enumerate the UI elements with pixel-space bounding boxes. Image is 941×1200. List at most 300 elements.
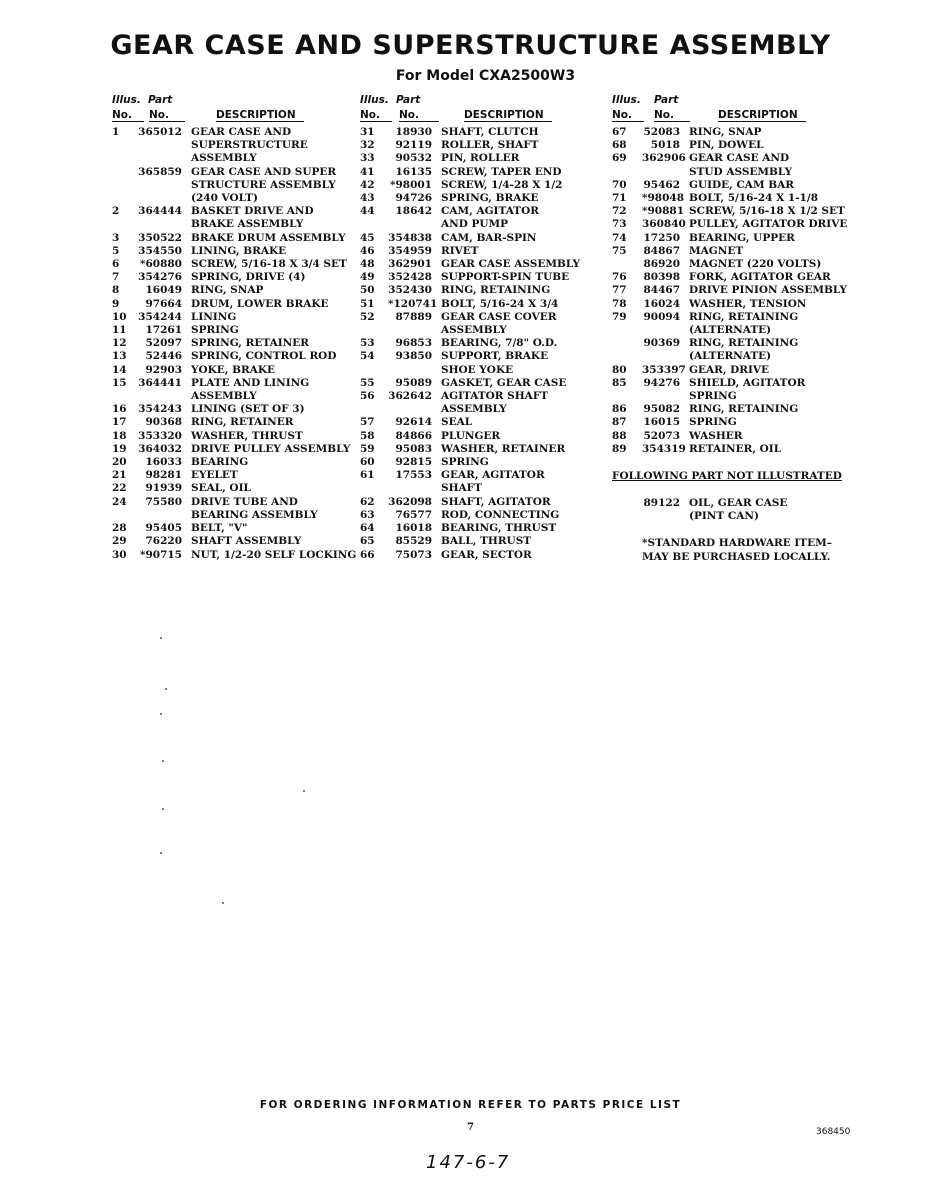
table-row — [360, 205, 600, 218]
part-description: SHAFT, AGITATOR — [441, 495, 551, 508]
scan-speck — [222, 902, 224, 904]
table-row — [360, 232, 600, 245]
illus-number — [612, 324, 642, 337]
header-part: Part — [654, 94, 679, 106]
part-description: GEAR, DRIVE — [689, 363, 770, 376]
part-description: EYELET — [191, 469, 238, 482]
illus-number: 87 — [612, 416, 627, 429]
part-number: 84867 — [643, 244, 680, 257]
part-description: DRIVE PINION ASSEMBLY — [689, 284, 848, 297]
part-number: *90881 — [642, 205, 685, 218]
illus-number: 6 — [112, 258, 120, 271]
part-description: ASSEMBLY — [191, 390, 257, 403]
part-number — [134, 192, 182, 205]
illus-number: 80 — [612, 363, 627, 376]
table-row — [112, 126, 347, 139]
header-part: Part — [396, 94, 421, 106]
illus-number: 67 — [612, 126, 627, 138]
part-description: SHOE YOKE — [441, 363, 514, 376]
illus-number — [360, 324, 388, 337]
part-description: BELT, "V" — [191, 522, 248, 535]
table-row — [612, 377, 857, 390]
table-row — [612, 403, 857, 416]
column-header — [612, 92, 857, 126]
table-row — [112, 258, 347, 271]
table-row — [612, 350, 857, 363]
table-row — [112, 192, 347, 205]
part-description: SPRING, CONTROL ROD — [191, 350, 337, 363]
table-row — [612, 430, 857, 443]
table-row — [112, 152, 347, 165]
part-number: 364444 — [138, 205, 182, 218]
header-illus: Illus. — [112, 94, 141, 106]
part-number: 17261 — [145, 324, 182, 337]
illus-number: 79 — [612, 310, 627, 323]
table-row — [112, 179, 347, 192]
table-row — [360, 416, 600, 429]
table-row — [360, 166, 600, 179]
part-description: GEAR CASE AND — [689, 152, 790, 165]
part-description: LINING — [191, 310, 237, 323]
table-row — [360, 430, 600, 443]
part-description: SCREW, 5/16-18 X 3/4 SET — [191, 258, 347, 271]
table-row — [112, 482, 347, 495]
part-number: 362906 — [642, 152, 686, 165]
part-description: SHAFT — [441, 482, 482, 495]
table-row — [112, 218, 347, 231]
part-description: RING, RETAINING — [689, 403, 799, 416]
table-row — [360, 152, 600, 165]
part-number: *90715 — [139, 548, 182, 561]
part-number — [642, 166, 680, 179]
table-row — [360, 284, 600, 297]
illus-number: 48 — [360, 258, 375, 271]
part-number: 92815 — [395, 456, 432, 469]
table-row — [112, 166, 347, 179]
illus-number: 74 — [612, 231, 627, 244]
part-description: PLUNGER — [441, 429, 501, 442]
table-row — [360, 139, 600, 152]
part-number: 91939 — [145, 482, 182, 495]
part-description: SUPPORT-SPIN TUBE — [441, 271, 570, 284]
table-row — [112, 350, 347, 363]
illus-number — [112, 152, 134, 165]
part-description: SPRING — [441, 456, 489, 469]
part-number: 365012 — [138, 126, 182, 138]
table-row — [612, 139, 857, 152]
part-number — [388, 364, 432, 377]
part-number: 84866 — [395, 429, 432, 442]
part-description: RING, RETAINER — [191, 416, 294, 429]
table-row — [360, 350, 600, 363]
table-row — [360, 245, 600, 258]
table-row — [360, 443, 600, 456]
part-number: 84467 — [643, 284, 680, 297]
part-number: 90369 — [643, 337, 680, 350]
illus-number: 54 — [360, 350, 375, 363]
table-row — [360, 271, 600, 284]
illus-number: 46 — [360, 244, 375, 257]
part-number: 16024 — [643, 297, 680, 310]
illus-number: 52 — [360, 310, 375, 323]
table-row — [612, 258, 857, 271]
part-description: GEAR, AGITATOR — [441, 469, 545, 482]
table-row — [612, 271, 857, 284]
table-row — [612, 364, 857, 377]
illus-number — [112, 509, 134, 522]
table-row — [360, 337, 600, 350]
part-description: GEAR, SECTOR — [441, 548, 532, 561]
part-number: 85529 — [395, 535, 432, 548]
part-number: 16015 — [643, 416, 680, 429]
illus-number: 22 — [112, 482, 127, 495]
table-row — [612, 416, 857, 429]
hardware-note — [612, 551, 857, 564]
part-description: GEAR CASE COVER — [441, 310, 557, 323]
part-description: ROLLER, SHAFT — [441, 139, 539, 152]
page-title: GEAR CASE AND SUPERSTRUCTURE ASSEMBLY — [110, 30, 831, 61]
part-number: 354276 — [138, 271, 182, 284]
illus-number: 58 — [360, 429, 375, 442]
part-description: (ALTERNATE) — [689, 324, 772, 337]
illus-number: 17 — [112, 416, 127, 429]
illus-number: 89 — [612, 442, 627, 455]
hardware-note-line-1: *STANDARD HARDWARE ITEM– — [642, 537, 832, 550]
part-description: GEAR CASE AND — [191, 126, 292, 138]
scan-speck — [160, 637, 162, 639]
scan-speck — [162, 808, 164, 810]
illus-number: 73 — [612, 218, 627, 231]
parts-list — [612, 126, 857, 456]
table-row — [612, 324, 857, 337]
part-number: 95405 — [145, 522, 182, 535]
table-row — [360, 298, 600, 311]
part-number: 18642 — [395, 205, 432, 218]
illus-number: 50 — [360, 284, 375, 297]
part-number: 95089 — [395, 376, 432, 389]
illus-number: 70 — [612, 178, 627, 191]
part-description: BEARING ASSEMBLY — [191, 508, 318, 521]
table-row — [112, 390, 347, 403]
illus-number: 15 — [112, 376, 127, 389]
part-number: 17553 — [395, 469, 432, 482]
part-number: 92614 — [395, 416, 432, 429]
illus-number: 12 — [112, 337, 127, 350]
part-description: BRAKE DRUM ASSEMBLY — [191, 231, 346, 244]
table-row — [612, 311, 857, 324]
table-row — [612, 298, 857, 311]
table-row — [360, 258, 600, 271]
header-part-no: No. — [654, 109, 690, 122]
part-number — [388, 218, 432, 231]
part-description: RIVET — [441, 244, 479, 257]
part-number: 95082 — [643, 403, 680, 416]
table-row — [360, 218, 600, 231]
part-number: 89122 — [643, 497, 680, 510]
table-row — [360, 456, 600, 469]
part-number: 5018 — [650, 139, 680, 152]
part-number: 362642 — [388, 390, 432, 403]
illus-number: 56 — [360, 390, 375, 403]
part-number: 93850 — [395, 350, 432, 363]
table-row — [112, 522, 347, 535]
part-description: BASKET DRIVE AND — [191, 205, 314, 218]
part-description: DRUM, LOWER BRAKE — [191, 297, 329, 310]
illus-number — [112, 192, 134, 205]
illus-number: 86 — [612, 403, 627, 416]
header-description: DESCRIPTION — [216, 109, 304, 122]
part-number — [134, 179, 182, 192]
part-description: SCREW, 1/4-28 X 1/2 — [441, 178, 563, 191]
table-row — [612, 179, 857, 192]
table-row — [612, 192, 857, 205]
part-number: 92903 — [145, 363, 182, 376]
part-description: OIL, GEAR CASE — [689, 497, 788, 510]
part-number: 354244 — [138, 310, 182, 323]
part-description: SPRING — [191, 324, 239, 337]
part-number: 354838 — [388, 231, 432, 244]
illus-number: 75 — [612, 244, 627, 257]
illus-number: 11 — [112, 324, 127, 337]
table-row — [112, 271, 347, 284]
table-row — [612, 510, 857, 523]
illus-number: 69 — [612, 152, 627, 165]
table-row — [112, 364, 347, 377]
part-description: SPRING — [689, 390, 737, 403]
part-description: BOLT, 5/16-24 X 3/4 — [441, 297, 559, 310]
part-description: AGITATOR SHAFT — [441, 390, 549, 403]
part-number: 352430 — [388, 284, 432, 297]
part-description: SHAFT ASSEMBLY — [191, 535, 302, 548]
table-row — [112, 548, 357, 562]
part-number: 90368 — [145, 416, 182, 429]
header-description: DESCRIPTION — [464, 109, 552, 122]
parts-list — [360, 126, 600, 562]
table-row — [112, 337, 347, 350]
table-row — [112, 403, 347, 416]
header-part-no: No. — [399, 109, 439, 122]
illus-number — [112, 218, 134, 231]
illus-number: 76 — [612, 271, 627, 284]
table-row — [612, 126, 857, 139]
part-number: 350522 — [138, 231, 182, 244]
part-number: 16033 — [145, 456, 182, 469]
scan-speck — [162, 760, 164, 762]
part-description: WASHER, TENSION — [689, 297, 807, 310]
illus-number: 9 — [112, 297, 120, 310]
part-description: SPRING, RETAINER — [191, 337, 309, 350]
part-description: MAGNET (220 VOLTS) — [689, 258, 822, 271]
part-description: GASKET, GEAR CASE — [441, 376, 567, 389]
part-number: 360840 — [642, 218, 686, 231]
table-row — [612, 443, 857, 456]
illus-number: 41 — [360, 165, 375, 178]
illus-number: 57 — [360, 416, 375, 429]
part-number: 364441 — [138, 376, 182, 389]
part-description: SCREW, 5/16-18 X 1/2 SET — [689, 205, 845, 218]
illus-number — [360, 403, 388, 416]
column-header — [360, 92, 600, 126]
illus-number: 32 — [360, 139, 375, 152]
part-description: (240 VOLT) — [191, 192, 258, 205]
illus-number — [612, 390, 642, 403]
table-row — [112, 245, 347, 258]
part-description: DRIVE TUBE AND — [191, 495, 298, 508]
illus-number: 78 — [612, 297, 627, 310]
parts-column-3 — [612, 92, 857, 564]
table-row — [112, 496, 347, 509]
part-number — [388, 403, 432, 416]
table-row — [112, 430, 347, 443]
illus-number: 60 — [360, 456, 375, 469]
illus-number: 7 — [112, 271, 120, 284]
part-description: GEAR CASE AND SUPER — [191, 165, 337, 178]
part-description: PIN, ROLLER — [441, 152, 520, 165]
part-number: 16018 — [395, 522, 432, 535]
illus-number: 53 — [360, 337, 375, 350]
illus-number: 20 — [112, 456, 127, 469]
illus-number: 16 — [112, 403, 127, 416]
part-description: SEAL — [441, 416, 473, 429]
header-illus-no: No. — [112, 109, 144, 122]
part-description: RING, SNAP — [689, 126, 762, 138]
part-number: 94276 — [643, 376, 680, 389]
illus-number: 55 — [360, 376, 375, 389]
table-row — [360, 324, 600, 337]
part-number: 362901 — [388, 258, 432, 271]
part-number: 94726 — [395, 192, 432, 205]
illus-number: 43 — [360, 192, 375, 205]
table-row — [112, 456, 347, 469]
part-number — [388, 482, 432, 495]
table-row — [612, 152, 857, 165]
part-number: 75580 — [145, 495, 182, 508]
part-description: RING, SNAP — [191, 284, 264, 297]
part-number — [642, 324, 680, 337]
part-description: RING, RETAINING — [689, 337, 799, 350]
parts-column-2 — [360, 92, 600, 562]
table-row — [360, 311, 600, 324]
table-row — [360, 509, 600, 522]
table-row — [360, 377, 600, 390]
part-number: 98281 — [145, 469, 182, 482]
table-row — [612, 284, 857, 297]
illus-number — [112, 179, 134, 192]
part-number: 362098 — [388, 495, 432, 508]
illus-number: 31 — [360, 126, 375, 138]
illus-number: 28 — [112, 522, 127, 535]
table-row — [112, 377, 347, 390]
illus-number: 64 — [360, 522, 375, 535]
illus-number: 13 — [112, 350, 127, 363]
illus-number: 10 — [112, 310, 127, 323]
illus-number: 51 — [360, 297, 375, 310]
handwritten-note: 147-6-7 — [426, 1152, 511, 1173]
part-number: 353397 — [642, 363, 686, 376]
part-number — [134, 152, 182, 165]
table-row — [112, 232, 347, 245]
part-number: 18930 — [395, 126, 432, 138]
part-number — [134, 139, 182, 152]
table-row — [360, 126, 600, 139]
part-description: CAM, BAR-SPIN — [441, 231, 537, 244]
table-row — [360, 179, 600, 192]
illus-number: 62 — [360, 495, 375, 508]
table-row — [112, 324, 347, 337]
table-row — [612, 497, 857, 510]
part-number: 76577 — [395, 508, 432, 521]
part-description: NUT, 1/2-20 SELF LOCKING — [191, 548, 357, 561]
part-number — [642, 350, 680, 363]
hardware-note — [612, 537, 857, 550]
part-description: BEARING, THRUST — [441, 522, 557, 535]
part-description: WASHER — [689, 429, 743, 442]
part-description: BALL, THRUST — [441, 535, 532, 548]
part-description: BEARING — [191, 456, 249, 469]
illus-number: 45 — [360, 231, 375, 244]
table-row — [360, 535, 600, 548]
part-description: ASSEMBLY — [441, 324, 507, 337]
scan-speck — [165, 688, 167, 690]
illus-number: 5 — [112, 244, 120, 257]
part-number: 16135 — [395, 165, 432, 178]
table-row — [112, 205, 347, 218]
part-description: GEAR CASE ASSEMBLY — [441, 258, 581, 271]
illus-number — [360, 218, 388, 231]
illus-number: 33 — [360, 152, 375, 165]
illus-number: 66 — [360, 548, 375, 561]
header-illus: Illus. — [360, 94, 389, 106]
part-number: 354959 — [388, 244, 432, 257]
illus-number — [112, 139, 134, 152]
header-part: Part — [148, 94, 173, 106]
table-row — [612, 390, 857, 403]
part-number: *98001 — [389, 178, 432, 191]
table-row — [112, 469, 347, 482]
illus-number — [612, 350, 642, 363]
model-subtitle: For Model CXA2500W3 — [395, 68, 576, 84]
part-number: 354550 — [138, 244, 182, 257]
table-row — [612, 166, 857, 179]
part-description: SPRING, BRAKE — [441, 192, 539, 205]
illus-number — [612, 337, 642, 350]
part-description: PLATE AND LINING — [191, 376, 310, 389]
illus-number: 42 — [360, 178, 375, 191]
part-description: RING, RETAINING — [441, 284, 551, 297]
part-description: YOKE, BRAKE — [191, 363, 275, 376]
illus-number — [612, 258, 642, 271]
part-number: 365859 — [138, 165, 182, 178]
part-number: 52083 — [643, 126, 680, 138]
illus-number: 8 — [112, 284, 120, 297]
part-number — [134, 509, 182, 522]
part-description: ASSEMBLY — [441, 403, 507, 416]
document-number: 368450 — [816, 1127, 851, 1137]
part-description: SEAL, OIL — [191, 482, 251, 495]
part-description: CAM, AGITATOR — [441, 205, 539, 218]
illus-number: 88 — [612, 429, 627, 442]
part-description: BEARING, 7/8" O.D. — [441, 337, 558, 350]
table-row — [612, 337, 857, 350]
table-row — [112, 416, 347, 429]
illus-number: 85 — [612, 376, 627, 389]
part-number: 52073 — [643, 429, 680, 442]
part-description: (PINT CAN) — [689, 510, 759, 523]
table-row — [112, 139, 347, 152]
table-row — [360, 522, 600, 535]
table-row — [612, 205, 857, 218]
part-number — [388, 324, 432, 337]
